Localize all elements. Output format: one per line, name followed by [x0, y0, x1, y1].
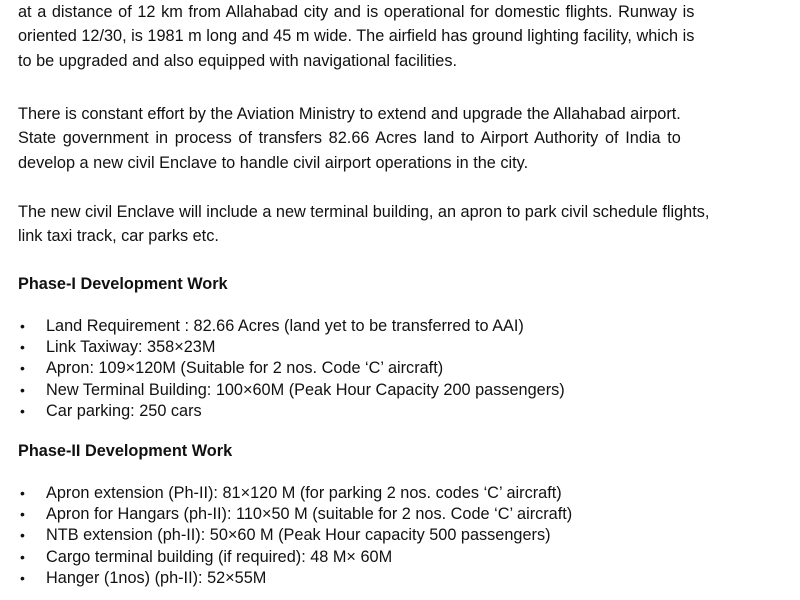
phase-2-list: [18, 483, 572, 589]
list-item: [18, 568, 572, 589]
bullet-icon: •: [20, 548, 25, 565]
paragraph-line: State government in process of transfers 82.66 Acres land to Airport Authority of India to: [18, 129, 681, 148]
bullet-icon: •: [20, 360, 25, 377]
list-item: [18, 401, 565, 422]
list-item-text: Cargo terminal building (if required): 48 M× 60M: [46, 547, 393, 566]
phase-1-list: [18, 316, 565, 422]
paragraph-line: oriented 12/30, is 1981 m long and 45 m wide. The airfield has ground lighting facility, which is: [18, 27, 695, 46]
list-item: [18, 316, 565, 337]
paragraph-line: to be upgraded and also equipped with navigational facilities.: [18, 51, 457, 70]
list-item: [18, 380, 565, 401]
paragraph-civil-enclave: [18, 200, 709, 249]
paragraph-line: There is constant effort by the Aviation Ministry to extend and upgrade the Allahabad airport.: [18, 105, 681, 123]
paragraph-upgrade-effort: [18, 102, 681, 175]
bullet-icon: •: [20, 339, 25, 356]
list-item-text: Land Requirement : 82.66 Acres (land yet to be transferred to AAI): [46, 317, 524, 335]
bullet-icon: •: [20, 527, 25, 544]
list-item-text: Apron for Hangars (ph-II): 110×50 M (suitable for 2 nos. Code ‘C’ aircraft): [46, 505, 573, 524]
list-item-text: NTB extension (ph-II): 50×60 M (Peak Hour capacity 500 passengers): [46, 526, 551, 545]
list-item: [18, 547, 572, 568]
phase-2-heading: Phase-II Development Work: [18, 442, 233, 460]
list-item-text: New Terminal Building: 100×60M (Peak Hour Capacity 200 passengers): [46, 380, 565, 399]
list-item: [18, 483, 572, 504]
bullet-icon: •: [20, 381, 25, 398]
bullet-icon: •: [20, 485, 25, 501]
list-item-text: Apron: 109×120M (Suitable for 2 nos. Code ‘C’ aircraft): [46, 359, 444, 378]
paragraph-line: link taxi track, car parks etc.: [18, 227, 219, 246]
bullet-icon: •: [20, 318, 25, 334]
phase-1-heading: Phase-I Development Work: [18, 275, 228, 293]
paragraph-line: at a distance of 12 km from Allahabad city and is operational for domestic flights. Runway is: [18, 3, 695, 21]
list-item-text: Apron extension (Ph-II): 81×120 M (for parking 2 nos. codes ‘C’ aircraft): [46, 484, 562, 502]
list-item: [18, 337, 565, 358]
list-item-text: Hanger (1nos) (ph-II): 52×55M: [46, 568, 267, 587]
list-item-text: Car parking: 250 cars: [46, 401, 202, 420]
bullet-icon: •: [20, 569, 25, 586]
paragraph-airport-location: [18, 0, 694, 73]
bullet-icon: •: [20, 506, 25, 523]
list-item-text: Link Taxiway: 358×23M: [46, 338, 216, 357]
list-item: [18, 358, 565, 379]
list-item: [18, 504, 572, 525]
paragraph-line: develop a new civil Enclave to handle civil airport operations in the city.: [18, 153, 529, 172]
bullet-icon: •: [20, 402, 25, 419]
paragraph-line: The new civil Enclave will include a new terminal building, an apron to park civil schedule flights,: [18, 203, 710, 221]
list-item: [18, 525, 572, 546]
